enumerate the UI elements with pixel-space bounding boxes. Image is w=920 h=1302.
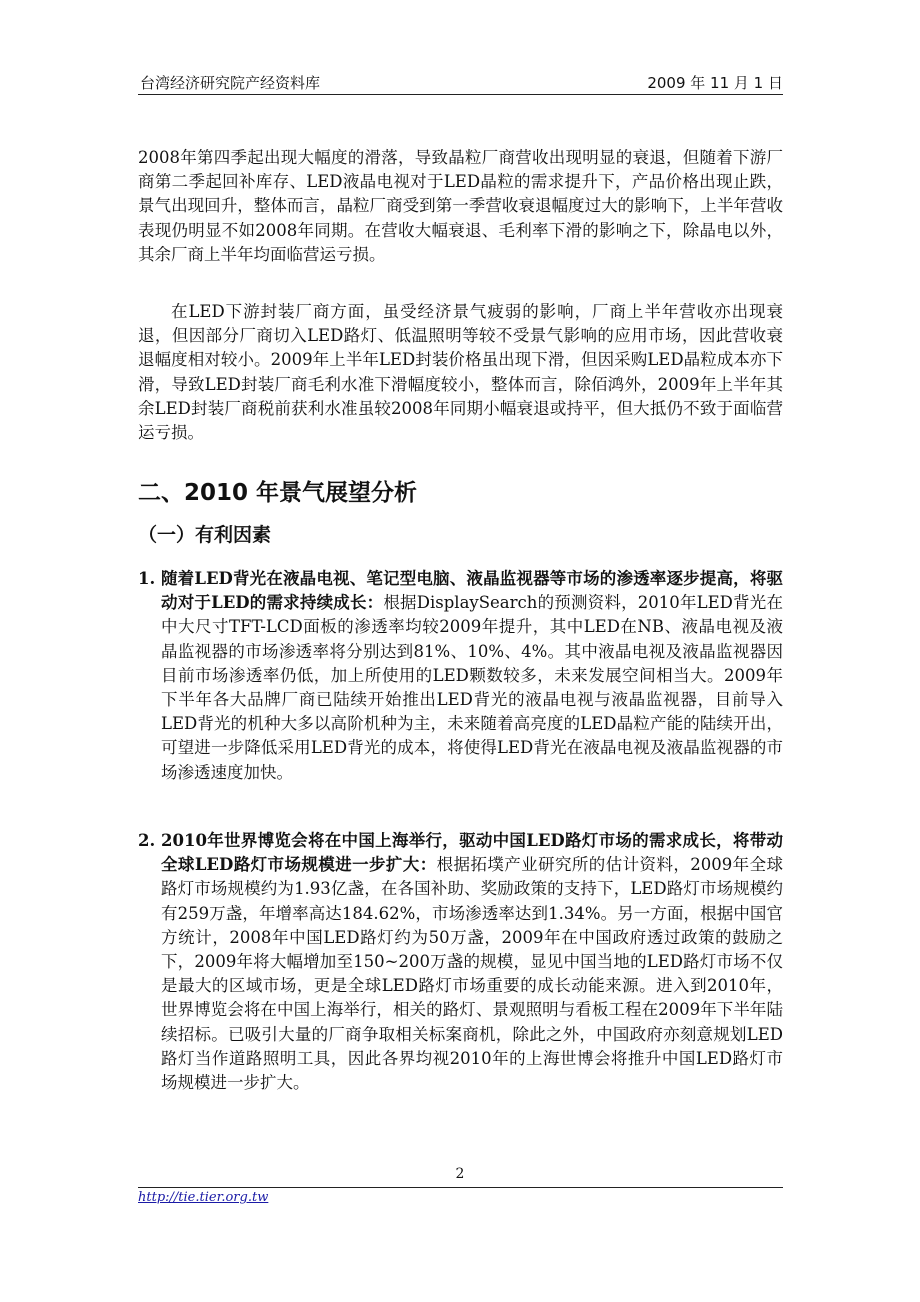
header-source: 台湾经济研究院产经资料库 bbox=[140, 74, 321, 92]
item-text: 根据拓墣产业研究所的估计资料，2009年全球路灯市场规模约为1.93亿盏，在各国补助、奖励政策的支持下，LED路灯市场规模约有259万盏，年增率高达184.62%，市场渗透率达到1.34%。另一方面，根据中国官方统计，2008年中国LED路灯约为50万盏，2009年在中国政府透过政策的鼓励之下，2009年将大幅增加至150~200万盏的规模，显见中国当地的LED路灯市场不仅是最大的区域市场，更是全球LED路灯市场重要的成长动能来源。进入到2010年，世界博览会将在中国上海举行，相关的路灯、景观照明与看板工程在2009年下半年陆续招标。已吸引大量的厂商争取相关标案商机，除此之外，中国政府亦刻意规划LED路灯当作道路照明工具，因此各界均视2010年的上海世博会将推升中国LED路灯市场规模进一步扩大。 bbox=[161, 855, 783, 1093]
item-number: 2. bbox=[138, 831, 156, 850]
page-number: 2 bbox=[455, 1166, 465, 1182]
header-date: 2009 年 11 月 1 日 bbox=[647, 74, 783, 92]
paragraph-1: 2008年第四季起出现大幅度的滑落，导致晶粒厂商营收出现明显的衰退，但随着下游厂商第二季起回补库存、LED液晶电视对于LED晶粒的需求提升下，产品价格出现止跌，景气出现回升，整体而言，晶粒厂商受到第一季营收衰退幅度过大的影响下，上半年营收表现仍明显不如2008年同期。在营收大幅衰退、毛利率下滑的影响之下，除晶电以外，其余厂商上半年均面临营运亏损。 bbox=[138, 148, 783, 264]
list-item bbox=[138, 829, 783, 1095]
paragraph-2: 在LED下游封装厂商方面，虽受经济景气疲弱的影响，厂商上半年营收亦出现衰退，但因部分厂商切入LED路灯、低温照明等较不受景气影响的应用市场，因此营收衰退幅度相对较小。2009年上半年LED封装价格虽出现下滑，但因采购LED晶粒成本亦下滑，导致LED封装厂商毛利水准下滑幅度较小，整体而言，除佰鸿外，2009年上半年其余LED封装厂商税前获利水准虽较2008年同期小幅衰退或持平，但大抵仍不致于面临营运亏损。 bbox=[138, 302, 783, 443]
item-lead: 2010年世界博览会将在中国上海举行，驱动中国LED路灯市场的需求成长，将带动全球LED路灯市场规模进一步扩大： bbox=[161, 831, 783, 875]
section-heading: 二、2010 年景气展望分析 bbox=[138, 480, 418, 506]
item-body bbox=[161, 829, 783, 1095]
list-item bbox=[138, 567, 783, 785]
subsection-heading: （一）有利因素 bbox=[138, 524, 272, 546]
page-header bbox=[138, 66, 783, 95]
footer-link[interactable]: http://tie.tier.org.tw bbox=[138, 1190, 269, 1205]
item-body bbox=[161, 567, 783, 785]
item-lead: 随着LED背光在液晶电视、笔记型电脑、液晶监视器等市场的渗透率逐步提高，将驱动对于LED的需求持续成长： bbox=[161, 569, 783, 613]
item-number: 1. bbox=[138, 569, 156, 588]
item-text: 根据DisplaySearch的预测资料，2010年LED背光在中大尺寸TFT-LCD面板的渗透率均较2009年提升，其中LED在NB、液晶电视及液晶监视器的市场渗透率将分别达到81%、10%、4%。其中液晶电视及液晶监视器因目前市场渗透率仍低，加上所使用的LED颗数较多，未来发展空间相当大。2009年下半年各大品牌厂商已陆续开始推出LED背光的液晶电视与液晶监视器，目前导入LED背光的机种大多以高阶机种为主，未来随着高亮度的LED晶粒产能的陆续开出，可望进一步降低采用LED背光的成本，将使得LED背光在液晶电视及液晶监视器的市场渗透速度加快。 bbox=[161, 593, 783, 782]
footer-divider bbox=[138, 1187, 783, 1188]
